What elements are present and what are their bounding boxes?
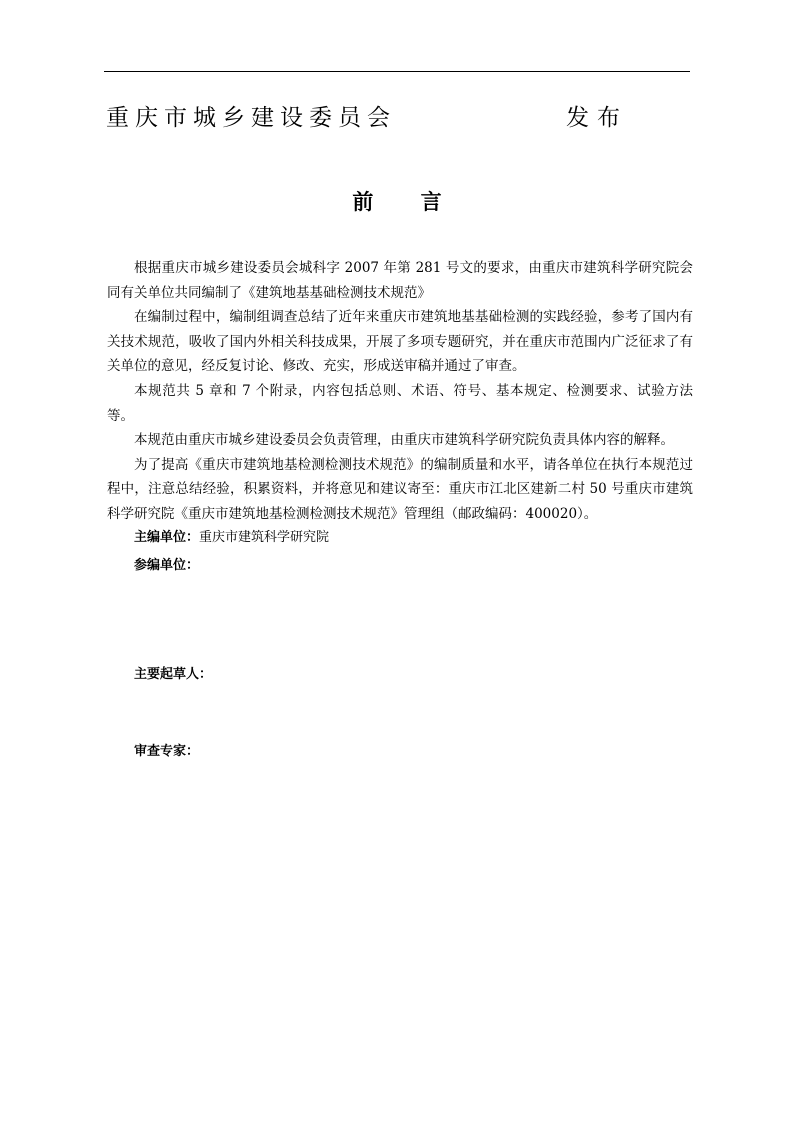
participating-unit-label: 参编单位： (134, 558, 200, 573)
participating-unit (134, 555, 199, 577)
preface-paragraph: 本规范由重庆市城乡建设委员会负责管理，由重庆市建筑科学研究院负责具体内容的解释。 (134, 432, 674, 449)
preface-paragraph: 在编制过程中，编制组调查总结了近年来重庆市建筑地基基础检测的实践经验，参考了国内有关技术规范，吸收了国内外相关科技成果，开展了多项专题研究，并在重庆市范围内广泛征求了有关单位的意见，经反复讨论、修改、充实，形成送审稿并通过了审查。 (107, 309, 693, 375)
chief-editor-unit (134, 527, 329, 549)
preface-paragraph: 为了提高《重庆市建筑地基检测检测技术规范》的编制质量和水平，请各单位在执行本规范过程中，注意总结经验，积累资料，并将意见和建议寄至：重庆市江北区建新二村 50 号重庆市建筑科学研究院《重庆市建筑地基检测检测技术规范》管理组（邮政编码：400020）。 (107, 456, 693, 522)
top-divider (104, 71, 690, 72)
preface-paragraph: 本规范共 5 章和 7 个附录，内容包括总则、术语、符号、基本规定、检测要求、试验方法等。 (107, 382, 693, 424)
chief-editor-label: 主编单位： (134, 530, 200, 545)
main-drafters (134, 664, 212, 686)
chief-editor-value: 重庆市建筑科学研究院 (199, 530, 330, 545)
main-drafters-label: 主要起草人： (134, 667, 213, 682)
preface-paragraph: 根据重庆市城乡建设委员会城科字 2007 年第 281 号文的要求，由重庆市建筑科学研究院会同有关单位共同编制了《建筑地基基础检测技术规范》 (107, 260, 693, 301)
preface-title: 前 言 (352, 189, 462, 214)
publisher-header (104, 100, 690, 136)
preface-body (107, 256, 693, 527)
review-experts (134, 741, 199, 763)
publisher-name: 重庆市城乡建设委员会 (106, 105, 396, 131)
publish-label: 发布 (566, 105, 628, 131)
review-experts-label: 审查专家： (134, 744, 200, 759)
